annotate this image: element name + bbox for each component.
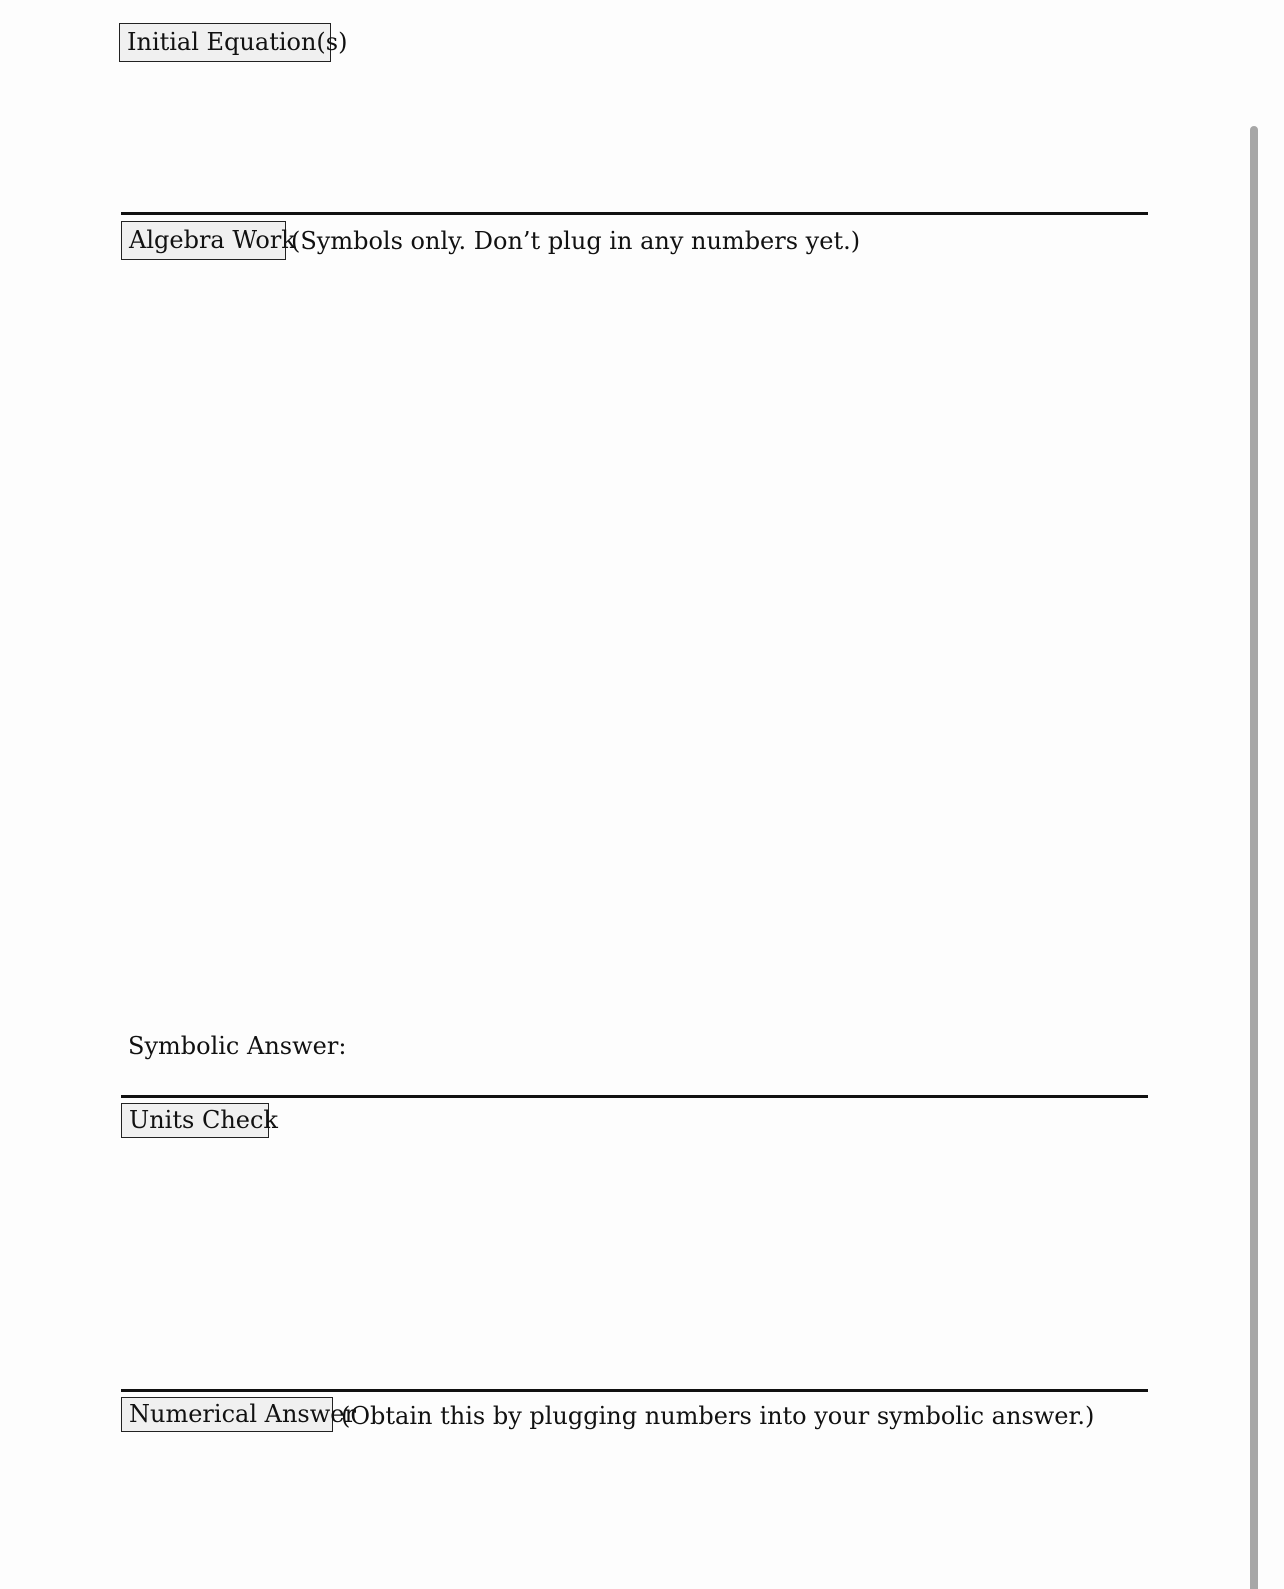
- symbolic-answer-label: Symbolic Answer:: [128, 1032, 347, 1060]
- scrollbar-thumb[interactable]: [1250, 126, 1258, 1589]
- units-check-label: Units Check: [121, 1103, 269, 1138]
- algebra-work-note: (Symbols only. Don’t plug in any numbers yet.): [291, 227, 861, 255]
- section-divider-algebra: [121, 212, 1148, 215]
- numerical-answer-note: (Obtain this by plugging numbers into your symbolic answer.): [341, 1402, 1095, 1430]
- algebra-work-label: Algebra Work: [121, 221, 286, 260]
- initial-equations-label: Initial Equation(s): [119, 23, 331, 62]
- section-divider-numerical: [121, 1389, 1148, 1392]
- section-divider-units: [121, 1095, 1148, 1098]
- numerical-answer-label: Numerical Answer: [121, 1397, 333, 1432]
